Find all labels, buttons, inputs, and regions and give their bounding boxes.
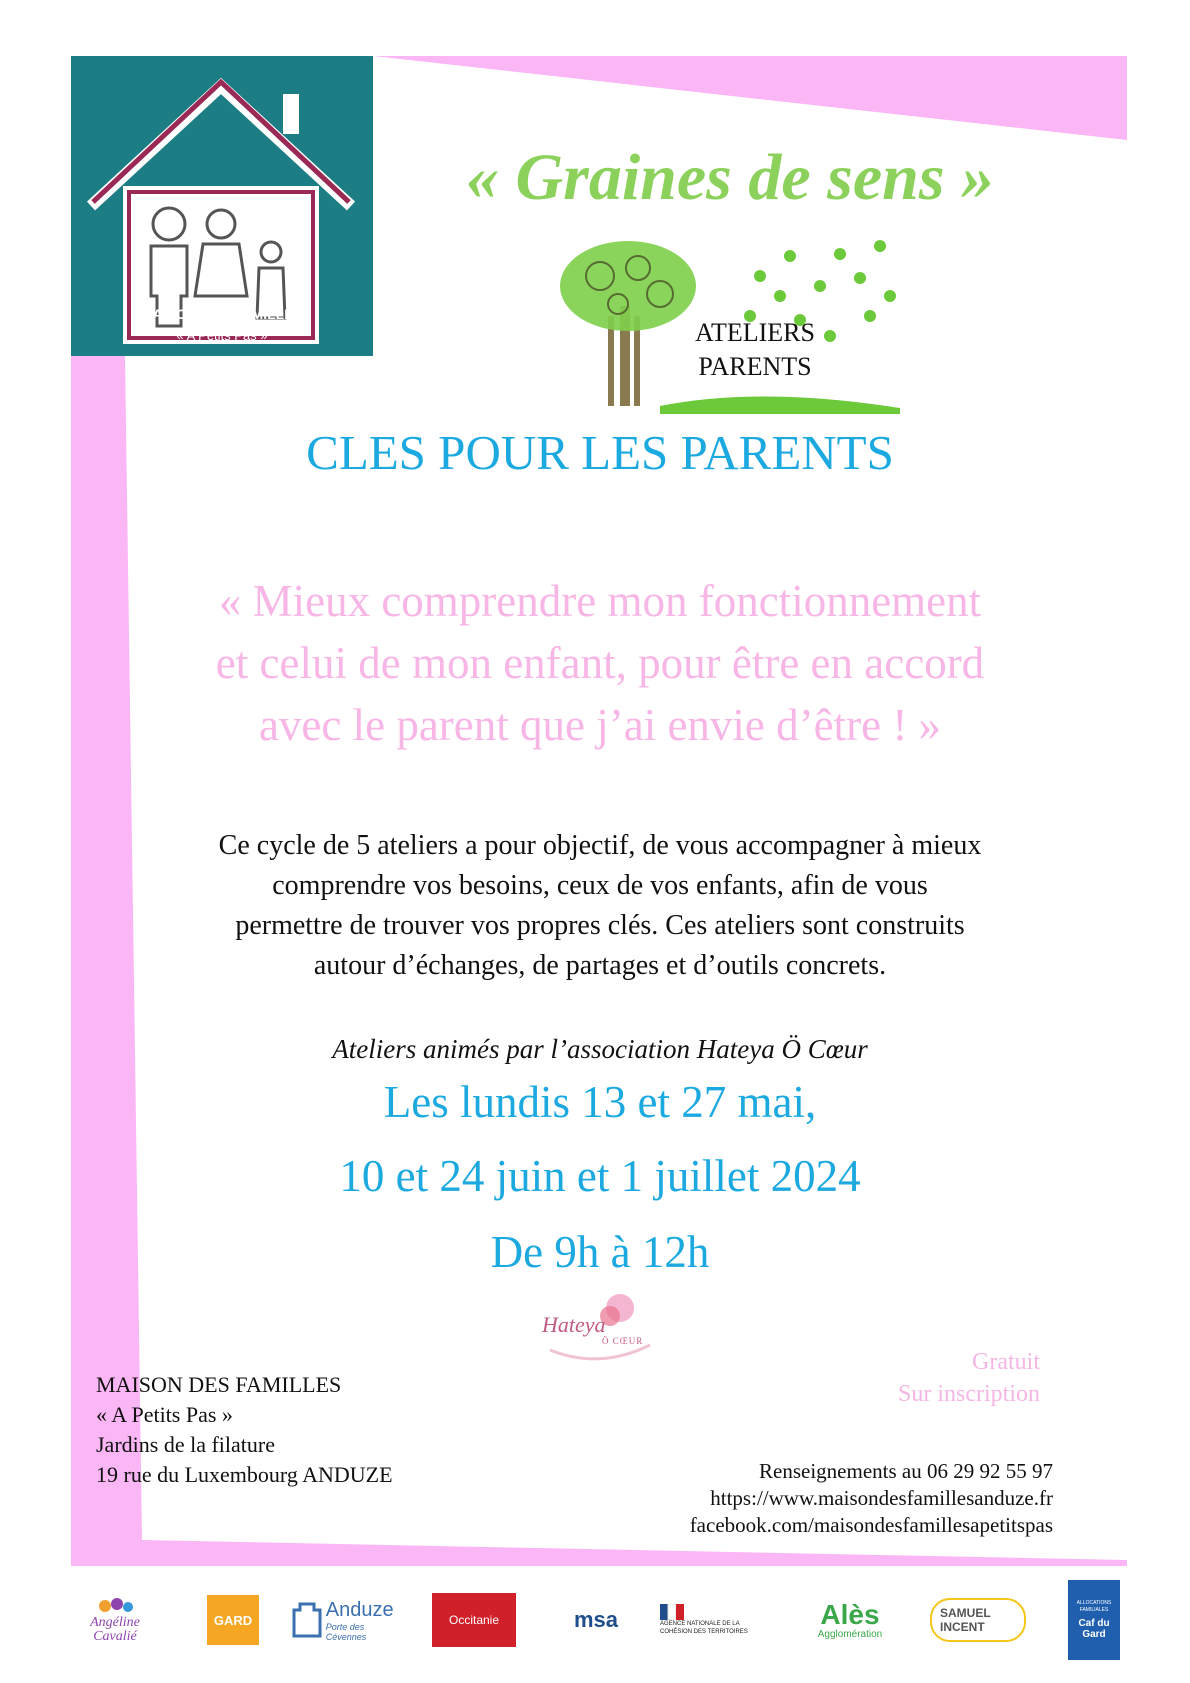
partner-ales-sub: Agglomération: [817, 1628, 883, 1640]
contact-facebook[interactable]: facebook.com/maisondesfamillesapetitspas: [689, 1513, 1053, 1537]
partner-gard-logo: [205, 1590, 261, 1650]
pricing-free: Gratuit: [972, 1349, 1040, 1375]
description-line: permettre de trouver vos propres clés. Ces ateliers sont construits: [235, 910, 965, 941]
logo-subname: « A Petits Pas »: [176, 328, 268, 343]
hateya-logo: [540, 1290, 660, 1370]
partner-ales-name: Alès: [820, 1598, 880, 1630]
flag-icon: [660, 1604, 684, 1620]
address-line: 19 rue du Luxembourg ANDUZE: [96, 1462, 393, 1487]
partner-occitanie-logo: [432, 1590, 516, 1650]
partner-caf-logo: [1066, 1590, 1122, 1650]
pricing: [800, 1346, 1040, 1410]
partner-gard-name: GARD: [207, 1595, 259, 1645]
tree-label-ateliers: ATELIERS: [695, 318, 815, 347]
subtitle: CLES POUR LES PARENTS: [306, 425, 894, 480]
dates-line-1: Les lundis 13 et 27 mai,: [383, 1077, 817, 1127]
partner-angeline-logo: [70, 1590, 160, 1650]
tree-label-parents: PARENTS: [698, 352, 812, 381]
description: [140, 826, 1060, 986]
people-icon: [95, 1596, 135, 1616]
hateya-sub: Ö CŒUR: [602, 1336, 644, 1346]
partner-angeline-name: Angéline Cavalié: [90, 1615, 140, 1644]
partner-anduze-sub: Porte des Cévennes: [325, 1621, 367, 1642]
animated-by: Ateliers animés par l’association Hateya Ö Cœur: [332, 1034, 868, 1064]
partner-gov-name: AGENCE NATIONALE DE LA COHÉSION DES TERRITOIRES: [660, 1621, 748, 1635]
address-line: Jardins de la filature: [96, 1432, 275, 1457]
dates-line-2: 10 et 24 juin et 1 juillet 2024: [339, 1151, 861, 1201]
contact-phone: Renseignements au 06 29 92 55 97: [759, 1459, 1053, 1483]
address-line: « A Petits Pas »: [96, 1402, 233, 1427]
logo-name: MAISON DES FAMILLES: [141, 306, 303, 322]
quote-line: et celui de mon enfant, pour être en accord: [215, 638, 985, 688]
address-line: MAISON DES FAMILLES: [96, 1372, 342, 1397]
quote-line: « Mieux comprendre mon fonctionnement: [218, 576, 982, 626]
partner-gov-logo: [660, 1590, 756, 1650]
partner-samuel-name: SAMUEL INCENT: [930, 1598, 1026, 1642]
partner-anduze-logo: [290, 1590, 402, 1650]
page-title: « Graines de sens »: [465, 141, 995, 214]
partner-caf-sub: ALLOCATIONS FAMILIALES: [1076, 1600, 1112, 1613]
partner-anduze-name: Anduze: [325, 1598, 394, 1621]
partner-ales-logo: [806, 1590, 894, 1650]
pricing-registration: Sur inscription: [898, 1381, 1040, 1407]
castle-icon: [290, 1600, 322, 1640]
quote-line: avec le parent que j’ai envie d’être ! »: [258, 700, 942, 750]
partner-msa-logo: [560, 1590, 632, 1650]
partner-occitanie-name: Occitanie: [432, 1593, 516, 1647]
address: [96, 1370, 393, 1490]
partner-samuel-logo: [930, 1590, 1026, 1650]
hateya-name: Hateya: [542, 1312, 606, 1337]
partner-caf-name: Caf du Gard: [1078, 1618, 1110, 1640]
contact-website[interactable]: https://www.maisondesfamillesanduze.fr: [710, 1486, 1053, 1510]
quote: [140, 570, 1060, 756]
contact: [560, 1458, 1053, 1539]
description-line: Ce cycle de 5 ateliers a pour objectif, de vous accompagner à mieux: [218, 830, 982, 861]
partner-msa-name: msa: [573, 1607, 619, 1632]
description-line: autour d’échanges, de partages et d’outils concrets.: [313, 950, 887, 981]
maison-des-familles-logo: [71, 56, 373, 356]
description-line: comprendre vos besoins, ceux de vos enfants, afin de vous: [272, 870, 928, 901]
hours: De 9h à 12h: [490, 1227, 710, 1277]
